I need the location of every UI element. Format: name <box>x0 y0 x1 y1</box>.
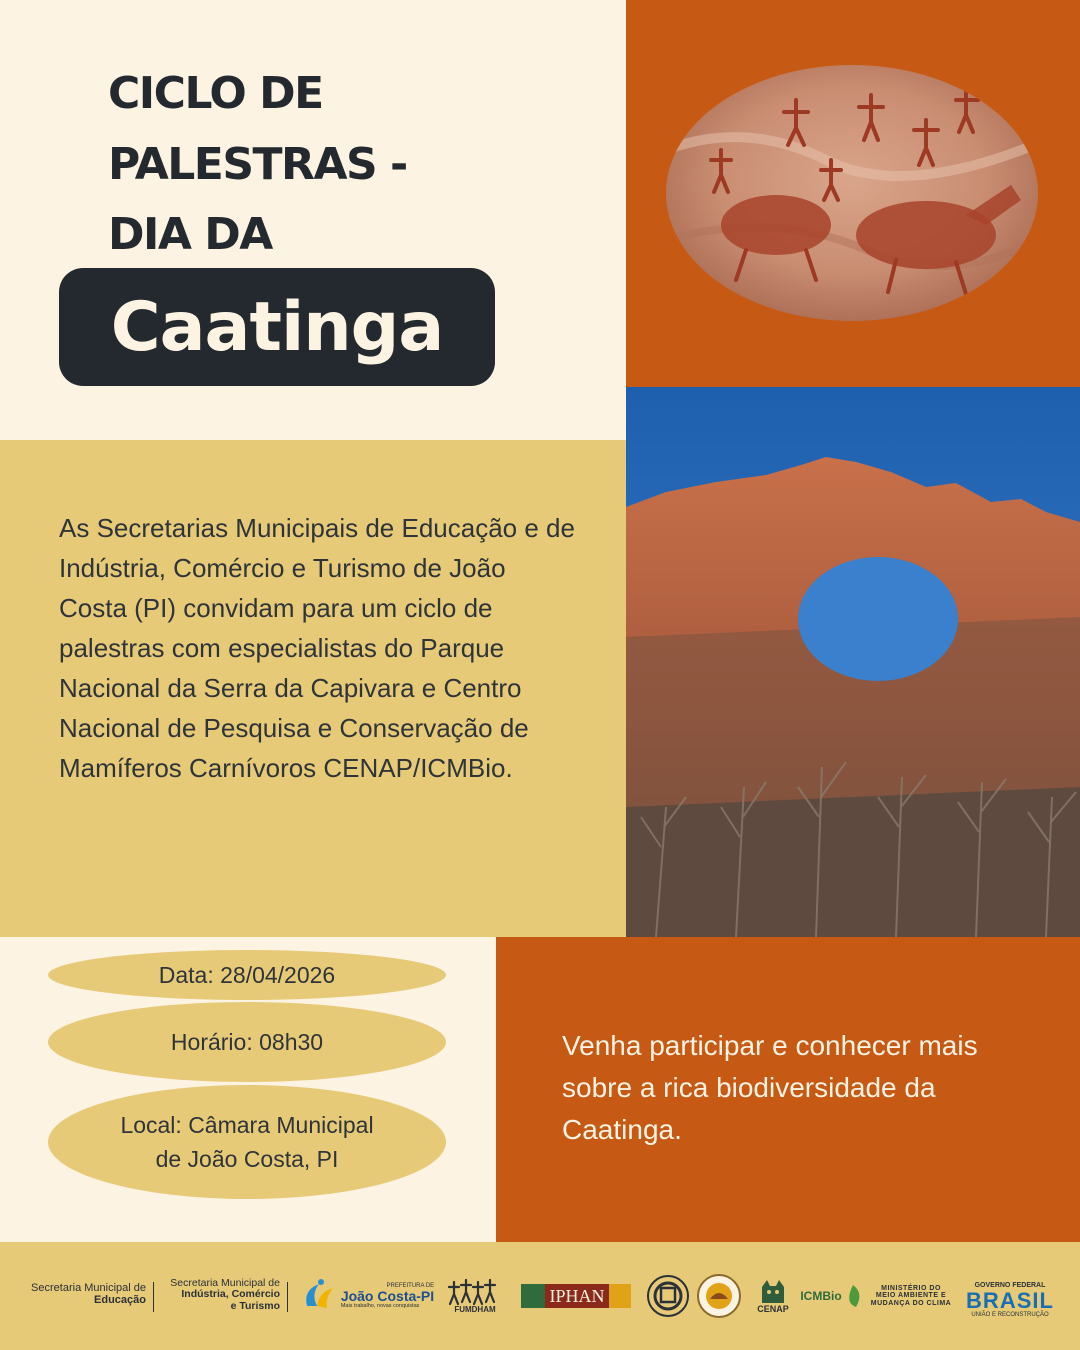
icmbio-leaf-icon <box>842 1283 864 1309</box>
parque-nacional-seal-icon <box>696 1273 742 1319</box>
rock-arch-image <box>626 387 1080 937</box>
sec-industria-line-1: Secretaria Municipal de <box>170 1277 280 1290</box>
cenap-cat-icon <box>758 1277 788 1305</box>
world-heritage-icon <box>646 1274 690 1318</box>
caatinga-highlight-box <box>59 268 495 386</box>
governo-federal-logo <box>960 1272 1060 1328</box>
cenap-text: CENAP <box>757 1304 789 1315</box>
fumdham-logo <box>446 1270 504 1322</box>
title-line-3: DIA DA <box>108 209 272 260</box>
invite-text: Venha participar e conhecer mais sobre a rica biodiversidade da Caatinga. <box>562 1030 978 1145</box>
mma-line-1: MINISTÉRIO DO <box>881 1284 941 1292</box>
time-pill <box>48 1002 446 1082</box>
event-place-line-1: Local: Câmara Municipal <box>120 1112 374 1138</box>
event-description: As Secretarias Municipais de Educação e de Indústria, Comércio e Turismo de João Costa (PI) convidam para um ciclo de palestras com especialistas do Parque Nacional da Serra da Capivara e Centro Nacional de Pesquisa e Conservação de Mamíferos Carnívoros CENAP/ICMBio. <box>59 513 575 783</box>
arch-photo-panel <box>626 387 1080 937</box>
title-line-2: PALESTRAS - <box>108 139 407 190</box>
logo-divider <box>153 1282 154 1312</box>
caatinga-highlight-text: Caatinga <box>110 287 444 367</box>
sec-educacao-line-2: Educação <box>94 1294 146 1306</box>
prefeitura-logo <box>294 1270 439 1322</box>
sec-educacao-logo <box>16 1270 146 1320</box>
prefeitura-swirl-icon <box>299 1276 339 1316</box>
mma-line-3: MUDANÇA DO CLIMA <box>870 1299 952 1307</box>
mma-line-2: MEIO AMBIENTE E <box>875 1292 947 1300</box>
iphan-text: IPHAN <box>545 1284 608 1308</box>
rock-art-image <box>626 0 1080 387</box>
gov-bottom-text: UNIÃO E RECONSTRUÇÃO <box>971 1312 1049 1319</box>
place-pill <box>48 1085 446 1199</box>
sec-educacao-line-1: Secretaria Municipal de <box>31 1282 146 1295</box>
sec-industria-line-3: e Turismo <box>230 1299 280 1312</box>
event-date: Data: 28/04/2026 <box>158 962 336 988</box>
sec-industria-line-2: Indústria, Comércio <box>181 1288 280 1301</box>
iphan-side-bar <box>609 1284 631 1308</box>
iphan-mark-icon <box>521 1284 545 1308</box>
parque-nacional-logo <box>694 1270 744 1322</box>
prefeitura-slogan: Mais trabalho, novas conquistas <box>340 1302 420 1309</box>
gov-brasil-text: BRASIL <box>966 1287 1054 1313</box>
rock-art-panel <box>626 0 1080 387</box>
mma-logo <box>868 1270 954 1322</box>
fumdham-text: FUMDHAM <box>454 1304 496 1314</box>
logo-divider <box>287 1282 288 1312</box>
icmbio-text: ICMBio <box>800 1289 842 1303</box>
prefeitura-name: João Costa-PI <box>340 1287 435 1304</box>
icmbio-logo <box>800 1270 864 1322</box>
gov-top-text: GOVERNO FEDERAL <box>974 1281 1046 1289</box>
date-pill <box>48 950 446 1000</box>
fumdham-figures-icon <box>448 1278 502 1306</box>
event-time: Horário: 08h30 <box>170 1029 324 1055</box>
iphan-logo <box>515 1270 637 1322</box>
sec-industria-logo <box>158 1270 280 1320</box>
event-place-line-2: de João Costa, PI <box>155 1146 339 1172</box>
unesco-heritage-logo <box>644 1270 692 1322</box>
title-line-1: CICLO DE <box>108 68 323 119</box>
cenap-logo <box>750 1270 796 1322</box>
prefeitura-small-text: PREFEITURA DE <box>386 1282 435 1289</box>
